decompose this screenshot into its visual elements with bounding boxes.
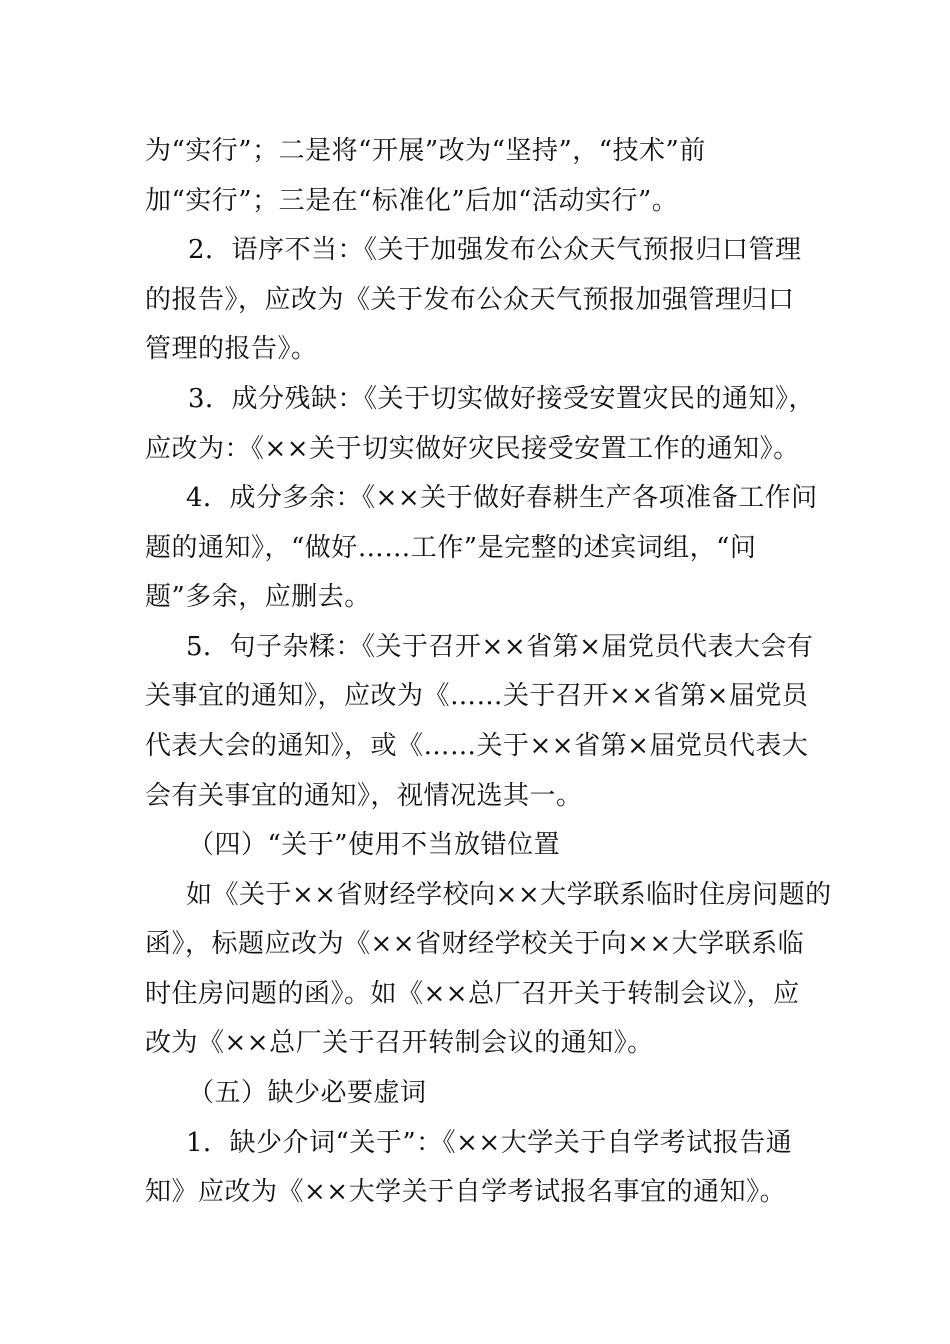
list-item-4-line: 4．成分多余：《××关于做好春耕生产各项准备工作问	[186, 483, 818, 513]
text-line: 管理的报告》。	[145, 334, 318, 364]
text-line: 加“实行”；三是在“标准化”后加“活动实行”。	[145, 186, 679, 216]
text-line: 知》应改为《××大学关于自学考试报名事宜的通知》。	[145, 1177, 787, 1207]
text-line: 应改为：《××关于切实做好灾民接受安置工作的通知》。	[145, 434, 800, 464]
text-line: 的报告》，应改为《关于发布公众天气预报加强管理归口	[145, 285, 795, 315]
list-item-2-line: 2．语序不当：《关于加强发布公众天气预报归口管理	[188, 235, 802, 265]
list-item-3-line: 3．成分残缺：《关于切实做好接受安置灾民的通知》，	[188, 384, 816, 414]
text-line: 改为《××总厂关于召开转制会议的通知》。	[145, 1028, 654, 1058]
text-line: 函》，标题应改为《××省财经学校关于向××大学联系临	[145, 929, 805, 959]
text-line: 题”多余，应删去。	[145, 582, 371, 612]
list-item-5-line: 5．句子杂糅：《关于召开××省第×届党员代表大会有	[186, 632, 814, 662]
text-line: 如《关于××省财经学校向××大学联系临时住房问题的	[186, 880, 832, 910]
section-heading-5: （五）缺少必要虚词	[188, 1078, 427, 1108]
text-line: 题的通知》，“做好……工作”是完整的述宾词组，“问	[145, 533, 757, 563]
text-line: 关事宜的通知》，应改为《……关于召开××省第×届党员	[145, 681, 809, 711]
text-line: 为“实行”；二是将“开展”改为“坚持”，“技术”前	[145, 136, 706, 166]
text-line: 时住房问题的函》。如《××总厂召开关于转制会议》，应	[145, 979, 800, 1009]
list-item-1-line: 1．缺少介词“关于”：《××大学关于自学考试报告通	[186, 1128, 793, 1158]
text-line: 会有关事宜的通知》，视情况选其一。	[145, 781, 583, 811]
text-line: 代表大会的通知》，或《……关于××省第×届党员代表大	[145, 731, 809, 761]
section-heading-4: （四）“关于”使用不当放错位置	[188, 830, 561, 860]
